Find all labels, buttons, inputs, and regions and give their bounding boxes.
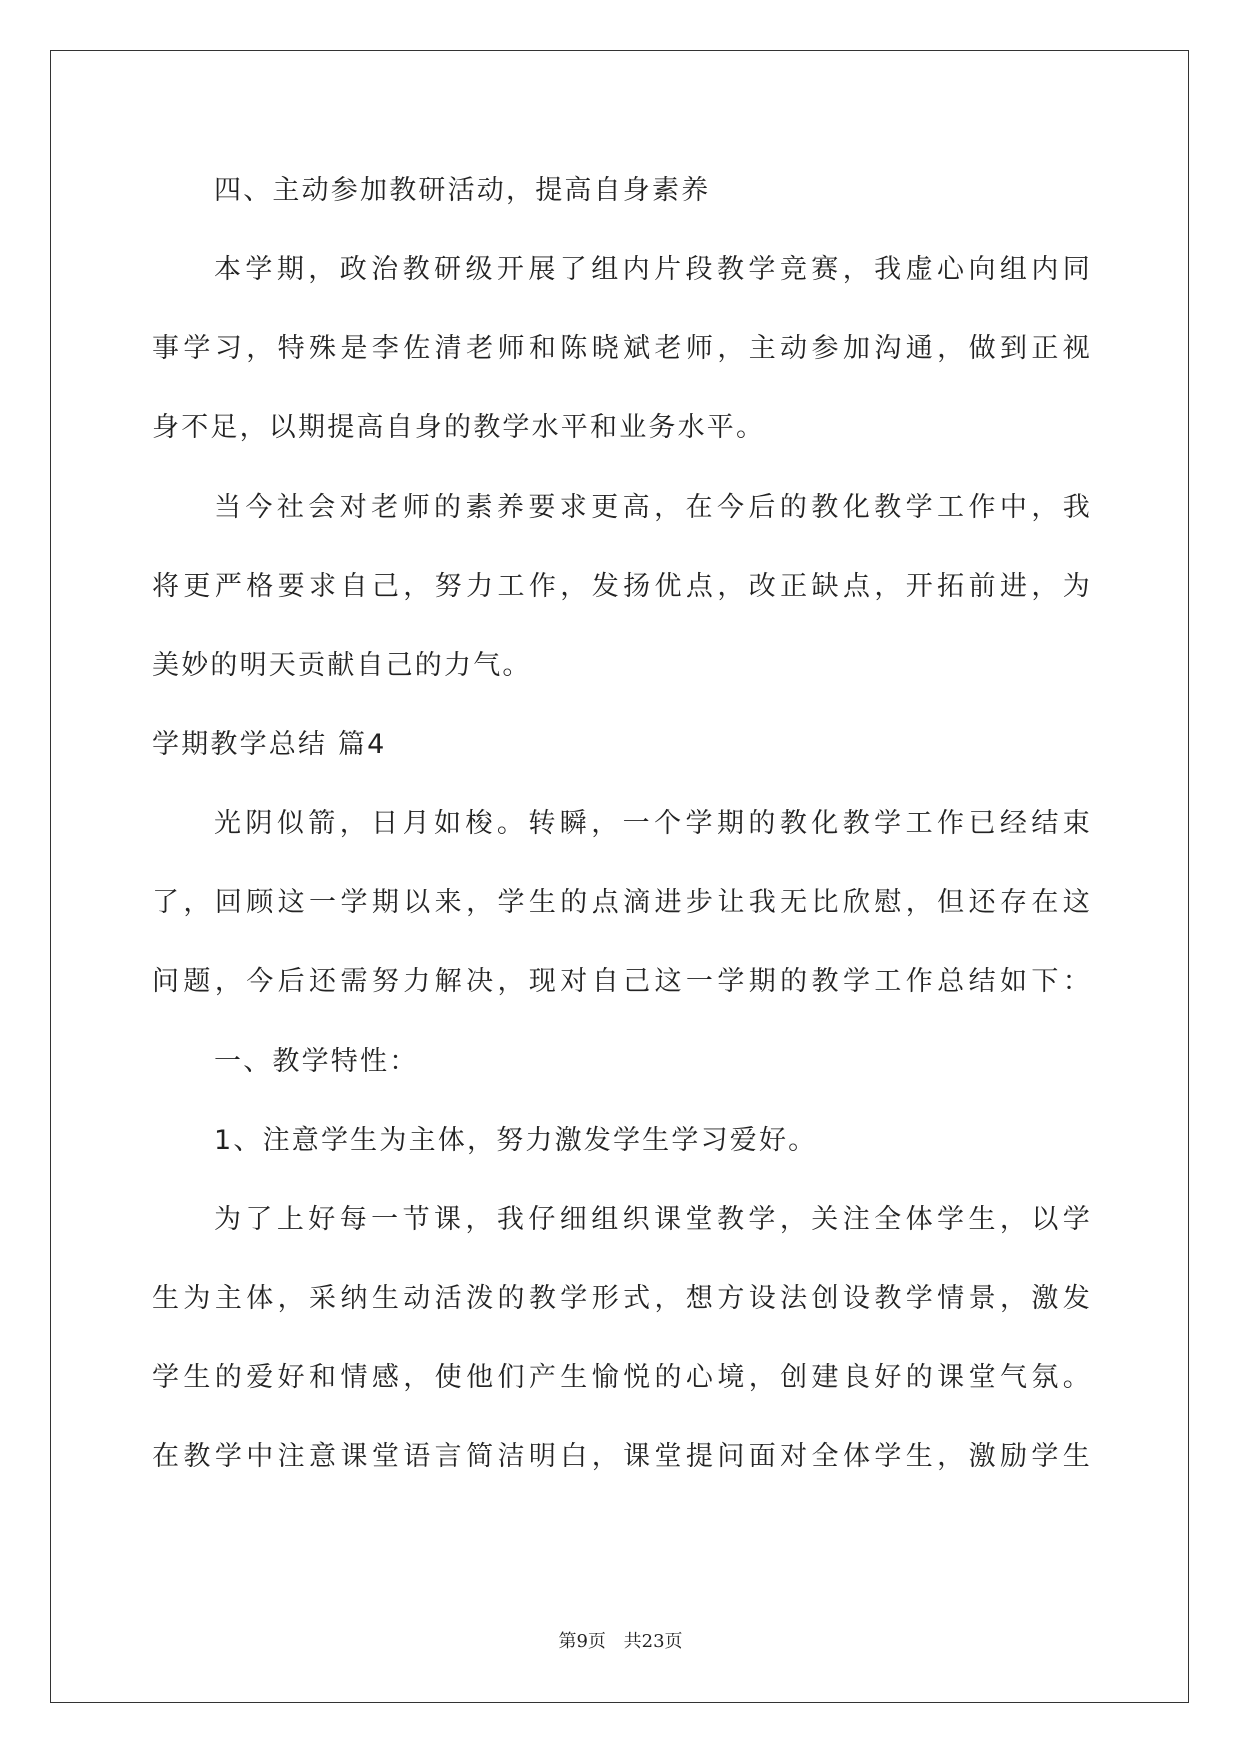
paragraph-line: 将更严格要求自己，努力工作，发扬优点，改正缺点，开拓前进，为	[152, 571, 1092, 602]
paragraph-line: 生为主体，采纳生动活泼的教学形式，想方设法创设教学情景，激发	[152, 1283, 1092, 1314]
paragraph-line: 光阴似箭，日月如梭。转瞬，一个学期的教化教学工作已经结束	[214, 808, 1092, 839]
page-number: 第9页	[558, 1631, 606, 1652]
article-title: 学期教学总结 篇4	[152, 729, 387, 760]
paragraph-line: 在教学中注意课堂语言简洁明白，课堂提问面对全体学生，激励学生	[152, 1441, 1092, 1472]
page-footer	[0, 1630, 1241, 1654]
paragraph-line: 问题，今后还需努力解决，现对自己这一学期的教学工作总结如下：	[152, 966, 1092, 997]
subsection-heading: 1、注意学生为主体，努力激发学生学习爱好。	[214, 1125, 818, 1156]
section-heading: 四、主动参加教研活动，提高自身素养	[214, 175, 711, 206]
paragraph-line: 为了上好每一节课，我仔细组织课堂教学，关注全体学生，以学	[214, 1204, 1092, 1235]
paragraph-line: 当今社会对老师的素养要求更高，在今后的教化教学工作中，我	[214, 492, 1092, 523]
paragraph-line: 本学期，政治教研级开展了组内片段教学竞赛，我虚心向组内同	[214, 254, 1092, 285]
page-total: 共23页	[623, 1631, 683, 1652]
paragraph-line: 美妙的明天贡献自己的力气。	[152, 650, 532, 681]
section-heading: 一、教学特性：	[214, 1046, 419, 1077]
paragraph-line: 身不足，以期提高自身的教学水平和业务水平。	[152, 412, 766, 443]
paragraph-line: 学生的爱好和情感，使他们产生愉悦的心境，创建良好的课堂气氛。	[152, 1362, 1092, 1393]
paragraph-line: 事学习，特殊是李佐清老师和陈晓斌老师，主动参加沟通，做到正视	[152, 333, 1092, 364]
paragraph-line: 了，回顾这一学期以来，学生的点滴进步让我无比欣慰，但还存在这	[152, 887, 1092, 918]
